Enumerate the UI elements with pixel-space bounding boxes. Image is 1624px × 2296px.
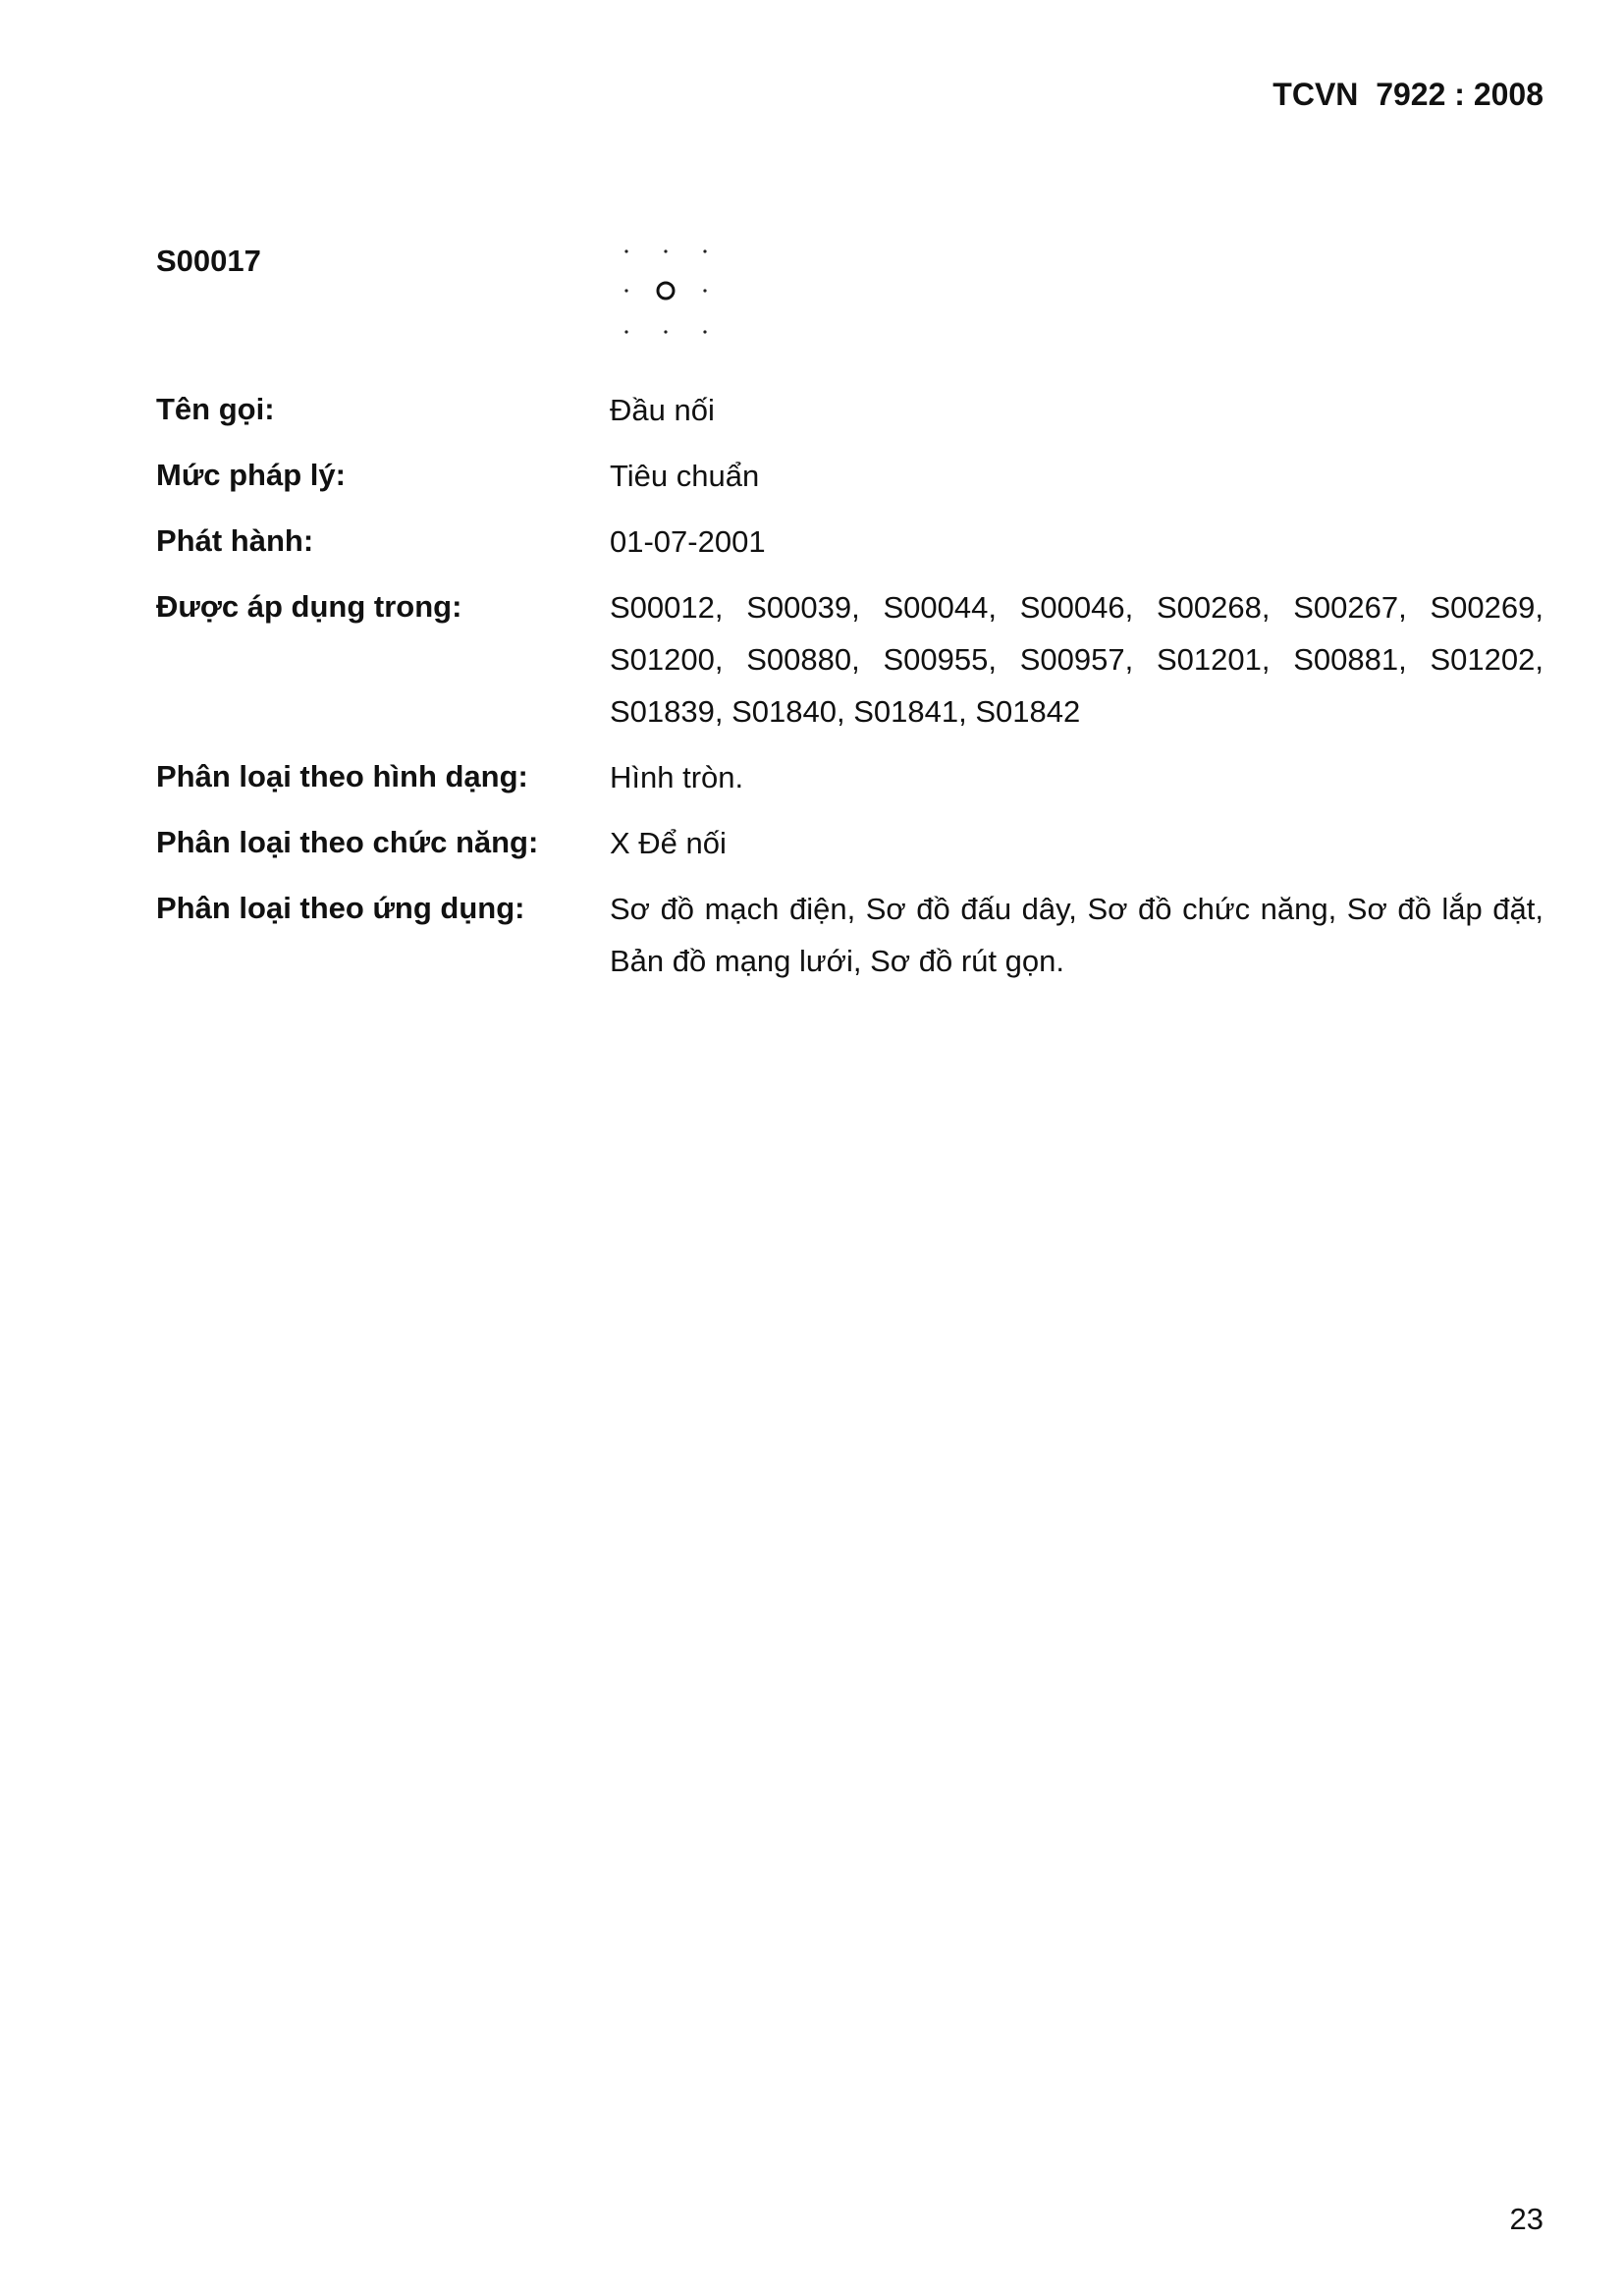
property-value: Đầu nối — [610, 393, 715, 427]
grid-dot — [664, 330, 667, 333]
grid-dot — [703, 289, 706, 292]
property-value: Tiêu chuẩn — [610, 459, 760, 493]
property-label: Tên gọi: — [156, 392, 275, 426]
property-label: Phân loại theo ứng dụng: — [156, 891, 525, 925]
property-row-legal-level — [156, 455, 1543, 502]
grid-dot — [703, 330, 706, 333]
property-value: Sơ đồ mạch điện, Sơ đồ đấu dây, Sơ đồ chức năng, Sơ đồ lắp đặt, Bản đồ mạng lưới, Sơ đồ rút gọn. — [610, 892, 1543, 978]
property-label: Phân loại theo hình dạng: — [156, 759, 528, 793]
grid-dot — [624, 289, 627, 292]
page-number: 23 — [1509, 2202, 1543, 2236]
grid-dot — [624, 249, 627, 252]
property-label: Phát hành: — [156, 523, 314, 558]
property-row-function-class — [156, 822, 1543, 869]
connection-symbol-icon — [617, 242, 715, 346]
symbol-code: S00017 — [156, 244, 261, 278]
property-value: S00012, S00039, S00044, S00046, S00268, S00267, S00269, S01200, S00880, S00955, S00957, S01201, S00881, S01202, S01839, S01840, S01841, S01842 — [610, 590, 1543, 729]
property-row-shape-class — [156, 756, 1543, 803]
property-row-applied-in — [156, 586, 1543, 738]
standard-code: TCVN 7922 : 2008 — [1272, 77, 1543, 112]
grid-dot — [624, 330, 627, 333]
property-value: X Để nối — [610, 826, 727, 860]
grid-dot — [664, 249, 667, 252]
property-label: Phân loại theo chức năng: — [156, 825, 539, 859]
connection-circle — [658, 283, 674, 299]
property-value: 01-07-2001 — [610, 524, 766, 559]
property-row-application-class — [156, 888, 1543, 987]
grid-dot — [703, 249, 706, 252]
property-label: Mức pháp lý: — [156, 458, 346, 492]
property-row-released — [156, 520, 1543, 568]
property-label: Được áp dụng trong: — [156, 589, 462, 624]
property-row-name — [156, 389, 1543, 436]
symbol-properties — [156, 389, 1543, 1006]
property-value: Hình tròn. — [610, 760, 744, 794]
